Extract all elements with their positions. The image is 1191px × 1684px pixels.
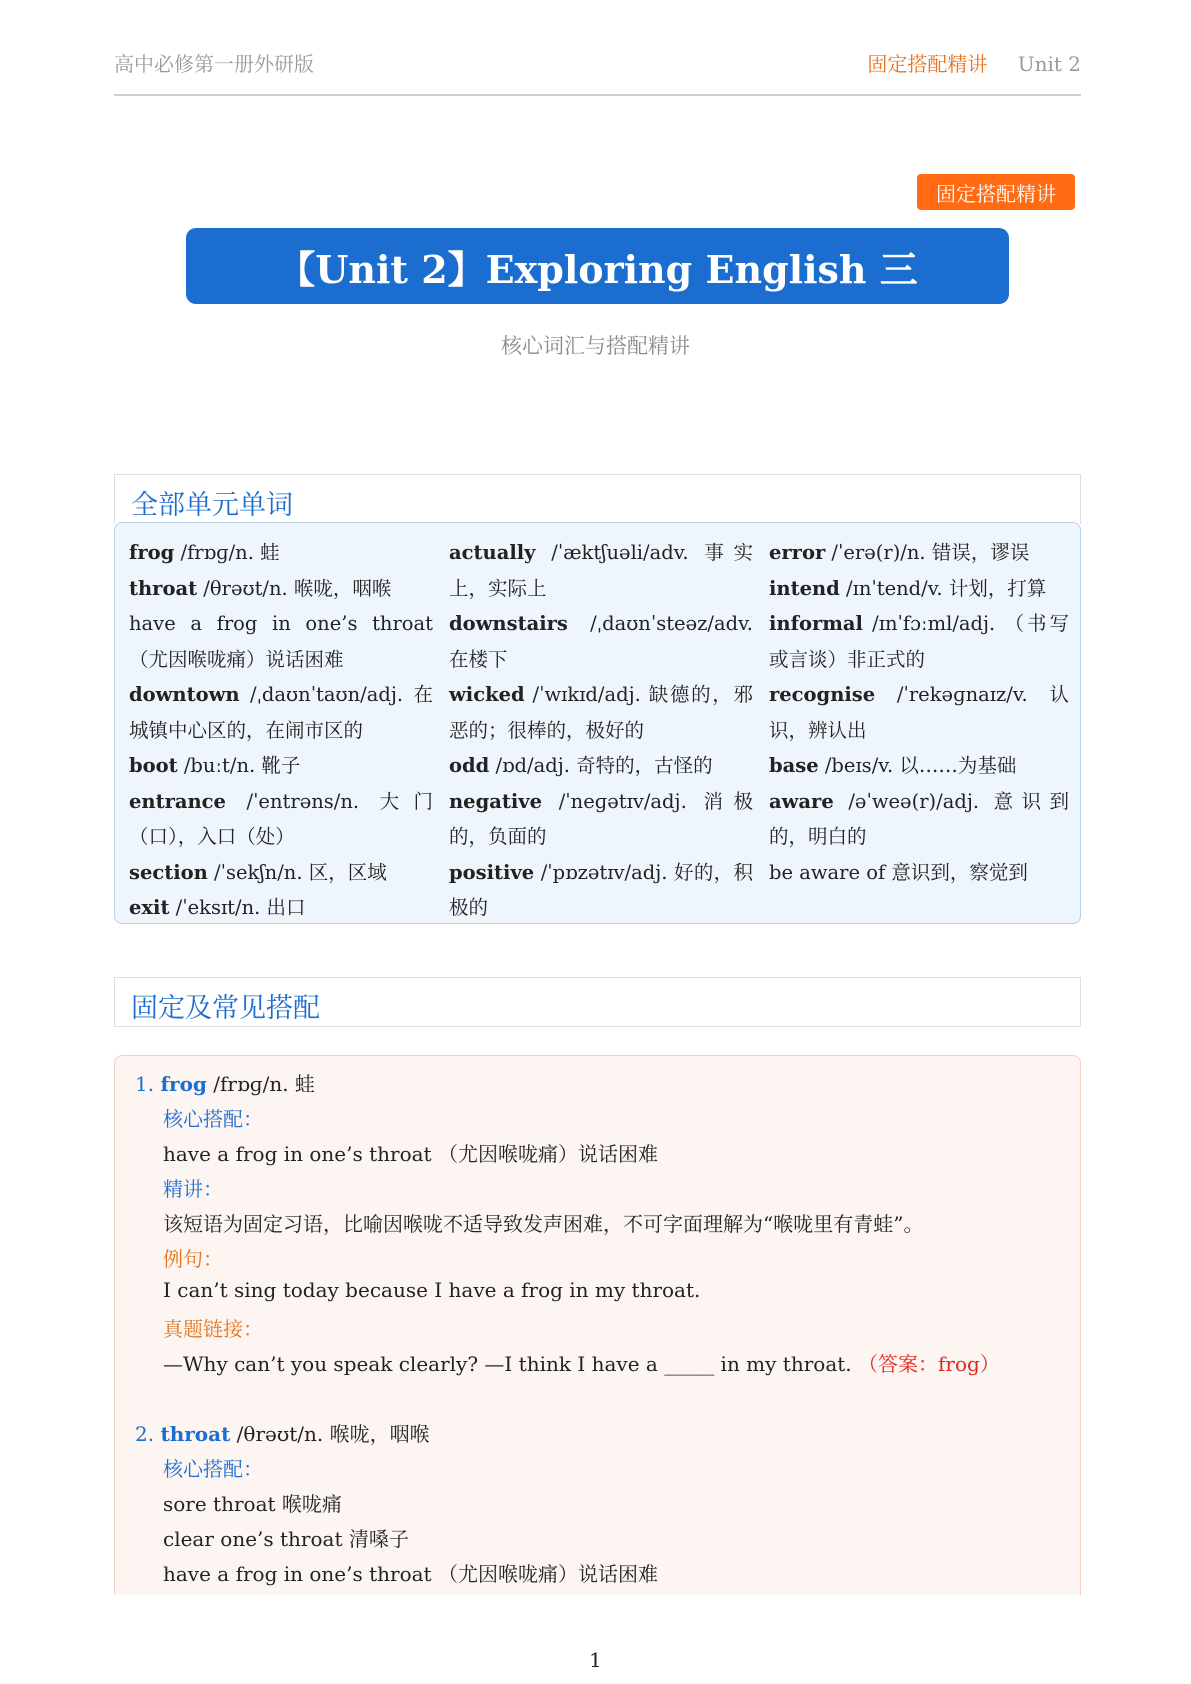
entry-1-exam-label: 真题链接： bbox=[163, 1317, 263, 1341]
category-badge: 固定搭配精讲 bbox=[917, 174, 1075, 210]
page-subtitle: 核心词汇与搭配精讲 bbox=[501, 334, 690, 358]
vocabulary-box bbox=[114, 522, 1081, 924]
section-title-collocations: 固定及常见搭配 bbox=[131, 993, 320, 1024]
vocab-item: boot /buːt/n. 靴子 bbox=[129, 754, 301, 777]
vocab-item: odd /ɒd/adj. 奇特的，古怪的 bbox=[449, 754, 713, 777]
section-header-vocabulary bbox=[114, 474, 1081, 524]
entry-1-answer: （答案：frog） bbox=[858, 1352, 1000, 1376]
vocab-item: wicked /ˈwɪkɪd/adj. 缺德的，邪恶的；很棒的，极好的 bbox=[449, 683, 753, 742]
header-accent-label: 固定搭配精讲 bbox=[867, 52, 988, 76]
entry-1-word: frog bbox=[160, 1072, 207, 1096]
vocab-item: entrance /ˈentrəns/n. 大门（口），入口（处） bbox=[129, 789, 433, 848]
page-title-banner bbox=[186, 228, 1009, 304]
vocab-item: frog /frɒɡ/n. 蛙 bbox=[129, 541, 280, 564]
entry-2-word: throat bbox=[160, 1422, 231, 1446]
vocab-item: exit /ˈeksɪt/n. 出口 bbox=[129, 896, 306, 919]
vocab-item: section /ˈsekʃn/n. 区，区域 bbox=[129, 860, 387, 884]
vocab-item: intend /ɪnˈtend/v. 计划，打算 bbox=[769, 576, 1047, 600]
entry-2-heading: 2. throat /θrəʊt/n. 喉咙，咽喉 bbox=[135, 1422, 430, 1446]
header-divider bbox=[114, 94, 1081, 96]
entry-1-explain-label: 精讲： bbox=[163, 1177, 223, 1201]
vocab-item: have a frog in one’s throat （尤因喉咙痛）说话困难 bbox=[129, 612, 433, 671]
entry-2-core-label: 核心搭配： bbox=[163, 1457, 263, 1481]
header-right bbox=[867, 48, 1081, 77]
vocab-item: recognise /ˈrekəɡnaɪz/v. 认识，辨认出 bbox=[769, 683, 1069, 742]
vocab-item: be aware of 意识到，察觉到 bbox=[769, 860, 1028, 884]
vocab-column-1 bbox=[129, 535, 433, 926]
vocab-item: base /beɪs/v. 以……为基础 bbox=[769, 754, 1017, 777]
page-number: 1 bbox=[589, 1648, 602, 1672]
vocab-item: throat /θrəʊt/n. 喉咙，咽喉 bbox=[129, 576, 392, 600]
entry-1-example-sentence: I can’t sing today because I have a frog in my throat. bbox=[163, 1278, 701, 1302]
vocab-column-2 bbox=[449, 535, 753, 926]
vocab-item: aware /əˈweə(r)/adj. 意识到的，明白的 bbox=[769, 789, 1069, 848]
vocab-item: downtown /ˌdaʊnˈtaʊn/adj. 在城镇中心区的，在闹市区的 bbox=[129, 683, 433, 742]
entry-1-core-label: 核心搭配： bbox=[163, 1107, 263, 1131]
vocab-item: actually /ˈæktʃuəli/adv. 事实上，实际上 bbox=[449, 541, 753, 600]
entry-2-core-collocation: clear one’s throat 清嗓子 bbox=[163, 1527, 409, 1551]
page-title: 【Unit 2】Exploring English 三 bbox=[277, 246, 918, 292]
header-unit-label: Unit 2 bbox=[1017, 52, 1081, 76]
entry-1-explanation: 该短语为固定习语，比喻因喉咙不适导致发声困难，不可字面理解为“喉咙里有青蛙”。 bbox=[163, 1212, 924, 1236]
entry-2-core-collocation: have a frog in one’s throat （尤因喉咙痛）说话困难 bbox=[163, 1562, 658, 1586]
vocab-item: informal /ɪnˈfɔːml/adj. （书写或言谈）非正式的 bbox=[769, 612, 1069, 671]
vocab-item: error /ˈerə(r)/n. 错误，谬误 bbox=[769, 541, 1030, 564]
entry-2-core-collocation: sore throat 喉咙痛 bbox=[163, 1492, 342, 1516]
entry-1-example-label: 例句： bbox=[163, 1247, 223, 1271]
vocab-item: downstairs /ˌdaʊnˈsteəz/adv. 在楼下 bbox=[449, 612, 753, 671]
vocab-item: negative /ˈneɡətɪv/adj. 消极的，负面的 bbox=[449, 789, 753, 848]
header-document-title: 高中必修第一册外研版 bbox=[114, 52, 314, 76]
collocation-detail-box bbox=[114, 1055, 1081, 1595]
entry-1-heading: 1. frog /frɒɡ/n. 蛙 bbox=[135, 1072, 315, 1096]
section-header-collocations bbox=[114, 977, 1081, 1027]
entry-1-exam-question: —Why can’t you speak clearly? —I think I have a _____ in my throat. （答案：frog） bbox=[163, 1352, 1000, 1376]
entry-1-core-collocation: have a frog in one’s throat （尤因喉咙痛）说话困难 bbox=[163, 1142, 658, 1166]
section-title-vocabulary: 全部单元单词 bbox=[131, 490, 293, 521]
vocab-item: positive /ˈpɒzətɪv/adj. 好的，积极的 bbox=[449, 860, 753, 919]
vocab-column-3 bbox=[769, 535, 1069, 890]
